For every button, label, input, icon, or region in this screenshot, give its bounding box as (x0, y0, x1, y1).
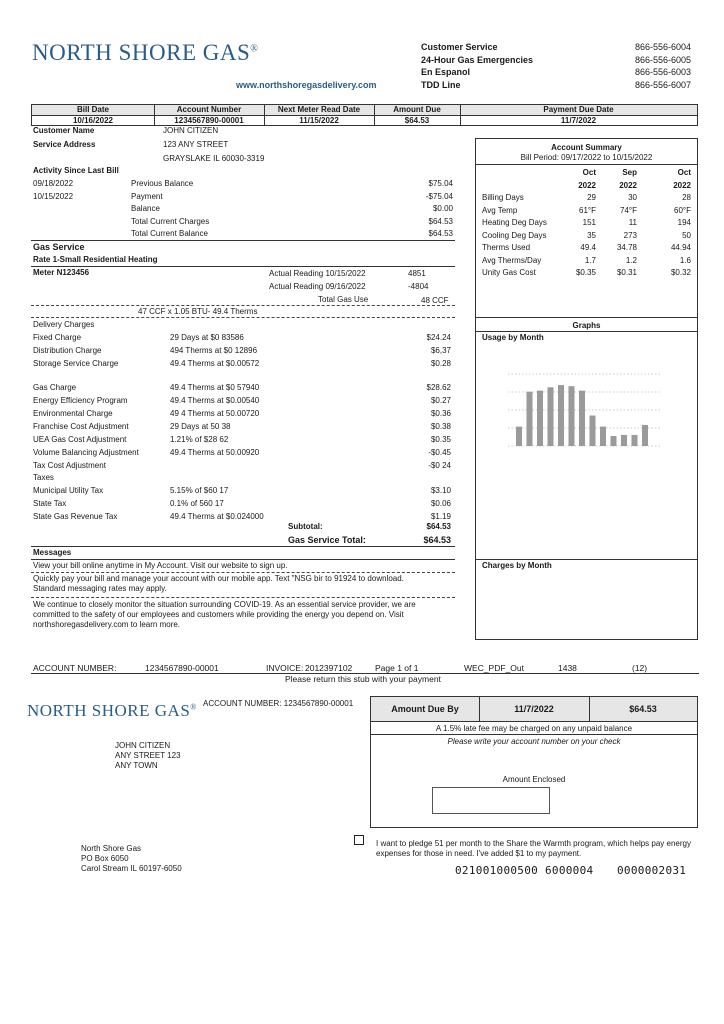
value-payment-due: 11/7/2022 (560, 116, 597, 125)
usage-bar-11 (621, 435, 627, 446)
charge-name: Tax Cost Adjustment (33, 461, 106, 470)
summary-row-label: Billing Days (482, 193, 524, 202)
charge-amount: $28.62 (426, 383, 451, 392)
write-account-note: Please write your account number on your check (447, 737, 621, 746)
charge-name: State Tax (33, 499, 67, 508)
usage-bar-8 (590, 416, 596, 446)
charge-detail: 49.4 Therms at $0.00540 (170, 396, 260, 405)
summary-value: 34.78 (616, 243, 637, 252)
stub-account-line: ACCOUNT NUMBER: 1234567890-00001 (203, 699, 354, 708)
summary-row-label: Therms Used (482, 243, 531, 252)
summary-value: 29 (587, 193, 596, 202)
summary-value: 30 (628, 193, 637, 202)
charge-name: State Gas Revenue Tax (33, 512, 118, 521)
summary-year: 2022 (578, 181, 596, 190)
charge-amount: $0.36 (430, 409, 451, 418)
message-item: We continue to closely monitor the situation surrounding COVID-19. As an essential service provider, we are committed to the safety of our employees and customers while providing the energy you depend on. Visit northshoregasdelivery.com to learn more. (33, 600, 416, 629)
contact-phone: 866-556-6005 (634, 54, 691, 65)
contact-phone: 866-556-6003 (634, 67, 691, 77)
summary-value: 61°F (579, 205, 596, 215)
stub-company-logo (27, 701, 197, 721)
usage-bar-13 (642, 425, 648, 446)
total-gas-use-label: Total Gas Use (318, 295, 369, 304)
company-logo (32, 40, 258, 66)
charge-detail: 1.21% of $28 62 (170, 435, 229, 444)
value-bill-date: 10/16/2022 (72, 116, 114, 125)
charge-detail: 49.4 Therms at 50.00920 (170, 448, 260, 457)
value-account-number: 1234567890-00001 (174, 116, 244, 125)
summary-value: 50 (682, 230, 691, 240)
activity-amount: $64.53 (428, 229, 453, 238)
charges-by-month-title: Charges by Month (482, 561, 552, 570)
charge-amount: $0.27 (430, 396, 451, 405)
charge-name: Environmental Charge (33, 409, 113, 418)
summary-row-label: Avg Temp (482, 205, 518, 215)
stub-code: WEC_PDF_Out (464, 663, 524, 673)
usage-bar-2 (527, 392, 533, 446)
stub-num: 1438 (558, 663, 577, 673)
activity-desc: Payment (131, 191, 163, 201)
return-stub-note: Please return this stub with your payment (285, 674, 441, 684)
summary-value: $0.32 (670, 268, 691, 277)
summary-row-label: Avg Therms/Day (482, 255, 542, 265)
stub-customer-line: ANY TOWN (115, 761, 158, 770)
activity-amount: $0.00 (432, 204, 453, 213)
charge-detail: 29 Days at 50 38 (170, 422, 231, 431)
taxes-label: Taxes (33, 473, 54, 482)
meter-reading-value: -4804 (408, 282, 429, 291)
header-amount-due: Amount Due (393, 105, 441, 114)
summary-period: Bill Period: 09/17/2022 to 10/15/2022 (520, 153, 653, 162)
summary-value: $0.31 (616, 268, 637, 277)
summary-value: 1.7 (584, 255, 596, 265)
charge-amount: $0.38 (430, 422, 451, 431)
usage-bar-5 (558, 385, 564, 446)
charge-amount: $6,37 (430, 346, 451, 355)
stub-due-date: 11/7/2022 (514, 704, 554, 714)
activity-desc: Total Current Charges (131, 216, 210, 226)
messages-title: Messages (33, 548, 72, 557)
summary-value: 1.2 (625, 255, 637, 265)
stub-amount: $64.53 (629, 704, 657, 714)
summary-value: $0.35 (575, 268, 596, 277)
service-address-label: Service Address (33, 140, 96, 149)
charge-amount: $0.06 (430, 499, 451, 508)
stub-customer-line: ANY STREET 123 (115, 751, 181, 760)
amount-due-by-label: Amount Due By (391, 704, 459, 714)
subtotal-value: $64.53 (426, 522, 451, 531)
usage-bar-10 (611, 436, 617, 446)
stub-registered-mark: ® (190, 702, 197, 712)
customer-name-label: Customer Name (33, 126, 95, 135)
stub-invoice-number: 2012397102 (305, 663, 353, 673)
charges-table (31, 319, 455, 529)
usage-by-month-title: Usage by Month (482, 333, 544, 342)
summary-month: Oct (582, 168, 596, 177)
usage-bar-1 (516, 427, 522, 446)
summary-year: 2022 (619, 181, 637, 190)
summary-value: 44.94 (670, 243, 691, 252)
usage-bar-9 (600, 427, 606, 446)
charge-amount: $0.28 (430, 359, 451, 368)
charge-name: Municipal Utility Tax (33, 486, 104, 495)
total-gas-use-value: 48 CCF (421, 296, 449, 305)
summary-value: 74°F (620, 205, 637, 215)
activity-desc: Balance (131, 204, 160, 213)
usage-bar-12 (632, 435, 638, 446)
activity-amount: $75.04 (428, 179, 453, 188)
subtotal-label: Subtotal: (288, 522, 323, 531)
charge-name: UEA Gas Cost Adjustment (33, 435, 127, 444)
meter-reading: Actual Reading 10/15/2022 (269, 269, 366, 278)
activity-desc: Previous Balance (131, 179, 194, 188)
amount-enclosed-input[interactable] (432, 787, 550, 814)
stub-customer-address (115, 741, 181, 771)
charge-amount: $0.35 (430, 435, 451, 444)
charge-detail: 49 4 Therms at 50.00720 (170, 409, 260, 418)
summary-row-label: Unity Gas Cost (482, 268, 536, 277)
charge-detail: 29 Days at $0 83586 (170, 333, 244, 342)
gas-service-total-label: Gas Service Total: (288, 535, 366, 545)
activity-date: 09/18/2022 (33, 179, 74, 188)
summary-value: 28 (682, 193, 691, 202)
header-bill-date: Bill Date (76, 105, 109, 114)
contact-label: Customer Service (421, 42, 498, 52)
meter-reading: Actual Reading 09/16/2022 (269, 282, 366, 291)
therm-conversion: 47 CCF x 1.05 BTU- 49.4 Therms (138, 307, 258, 316)
customer-name: JOHN CITIZEN (163, 126, 219, 135)
meter-label: Meter N123456 (33, 268, 90, 277)
charge-detail: 0.1% of 560 17 (170, 499, 224, 508)
charge-amount: $3.10 (430, 486, 451, 495)
stub-account-number: 1234567890-00001 (145, 663, 219, 673)
stub-invoice-label: INVOICE: (266, 663, 304, 673)
header-next-read: Next Meter Read Date (277, 105, 361, 114)
value-amount-due: $64.53 (404, 116, 430, 125)
contact-label: TDD Line (421, 79, 461, 90)
summary-month: Sep (622, 168, 637, 177)
message-item: View your bill online anytime in My Account. Visit our website to sign up. (33, 561, 288, 570)
charge-name: Gas Charge (33, 383, 77, 392)
charge-detail: 494 Therms at $0 12896 (170, 346, 258, 355)
charge-name: Energy Efficiency Program (33, 396, 128, 405)
message-item: Quickly pay your bill and manage your account with our mobile app. Text "NSG bir to 91924 to download. Standard messaging rates may apply. (33, 574, 404, 593)
pledge-text: I want to pledge 51 per month to the Share the Warmth program, which helps pay energy expenses for those in need. I've added $1 to my payment. (376, 839, 691, 858)
summary-year: 2022 (673, 181, 691, 190)
usage-bar-4 (548, 387, 554, 446)
charge-amount: -$0 24 (428, 461, 451, 470)
activity-title: Activity Since Last Bill (33, 166, 119, 175)
website-link[interactable]: www.northshoregasdelivery.com (236, 80, 377, 90)
activity-desc: Total Current Balance (131, 229, 208, 238)
amount-enclosed-label: Amount Enclosed (502, 775, 566, 784)
remit-line: PO Box 6050 (81, 854, 129, 863)
remit-line: Carol Stream IL 60197-6050 (81, 864, 182, 873)
header-account-number: Account Number (176, 105, 242, 114)
usage-bar-7 (579, 391, 585, 446)
contact-phone: 866-556-6004 (634, 42, 691, 52)
charge-amount: $1.19 (430, 512, 451, 521)
charge-amount: $24.24 (426, 333, 451, 342)
account-summary-box (475, 138, 698, 318)
micr-line-left: 021001000500 6000004 (455, 864, 594, 877)
stub-count: (12) (632, 663, 648, 673)
usage-bar-6 (569, 386, 575, 446)
summary-row-label: Cooling Deg Days (482, 230, 547, 240)
service-address-line1: 123 ANY STREET (163, 140, 229, 149)
summary-value: 60°F (674, 205, 691, 215)
summary-value: 11 (628, 218, 637, 227)
charge-name: Storage Service Charge (33, 359, 119, 368)
micr-line-right: 0000002031 (617, 864, 687, 877)
charge-name: Distribution Charge (33, 346, 102, 355)
summary-month: Oct (677, 168, 691, 177)
header-payment-due: Payment Due Date (543, 105, 614, 114)
usage-bar-3 (537, 391, 543, 446)
graphs-title: Graphs (572, 321, 601, 330)
charge-amount: -$0.45 (428, 448, 451, 457)
charge-detail: 49.4 Therms at $0.024000 (170, 512, 264, 521)
bill-header-table (31, 104, 698, 126)
summary-value: 49.4 (580, 243, 596, 252)
charge-name: Franchise Cost Adjustment (33, 422, 129, 431)
usage-chart (506, 370, 666, 456)
charge-detail: 5.15% of $60 17 (170, 486, 229, 495)
summary-row-label: Heating Deg Days (482, 218, 547, 227)
rate-label: Rate 1-Small Residential Heating (33, 255, 158, 264)
summary-value: 194 (677, 218, 691, 227)
service-address-line2: GRAYSLAKE IL 60030-3319 (163, 154, 265, 163)
summary-value: 35 (587, 230, 596, 240)
charge-name: Volume Balancing Adjustment (33, 448, 139, 457)
contact-label: En Espanol (421, 67, 471, 77)
payment-box (370, 696, 698, 828)
gas-service-total-value: $64.53 (423, 535, 451, 545)
activity-amount: $64.53 (428, 216, 453, 226)
contact-label: 24-Hour Gas Emergencies (421, 54, 534, 65)
charge-name: Fixed Charge (33, 333, 82, 342)
stub-logo-text: NORTH SHORE GAS (27, 701, 191, 720)
gas-service-title: Gas Service (33, 242, 85, 252)
activity-date: 10/15/2022 (33, 191, 74, 201)
stub-page: Page 1 of 1 (375, 663, 419, 673)
summary-value: 273 (623, 230, 637, 240)
meter-reading-value: 4851 (408, 269, 426, 278)
value-next-read: 11/15/2022 (299, 116, 339, 125)
registered-mark: ® (250, 43, 259, 55)
remit-line: North Shore Gas (81, 844, 142, 853)
summary-title: Account Summary (551, 143, 622, 152)
graphs-box (475, 318, 698, 640)
stub-account-label: ACCOUNT NUMBER: (33, 663, 117, 673)
activity-amount: -$75.04 (425, 191, 453, 201)
stub-customer-line: JOHN CITIZEN (115, 741, 171, 750)
remit-address (81, 844, 182, 874)
contact-phone: 866-556-6007 (634, 79, 691, 90)
contact-block (421, 42, 691, 92)
pledge-checkbox[interactable] (354, 835, 364, 845)
late-fee-note: A 1.5% late fee may be charged on any unpaid balance (435, 724, 633, 733)
logo-text: NORTH SHORE GAS (32, 40, 251, 65)
delivery-charges-label: Delivery Charges (33, 320, 95, 329)
charge-detail: 49.4 Therms at $0 57940 (170, 383, 260, 392)
charge-detail: 49.4 Therms at $0.00572 (170, 359, 260, 368)
activity-section (31, 165, 455, 240)
summary-value: 151 (582, 218, 596, 227)
summary-value: 1.6 (679, 255, 691, 265)
